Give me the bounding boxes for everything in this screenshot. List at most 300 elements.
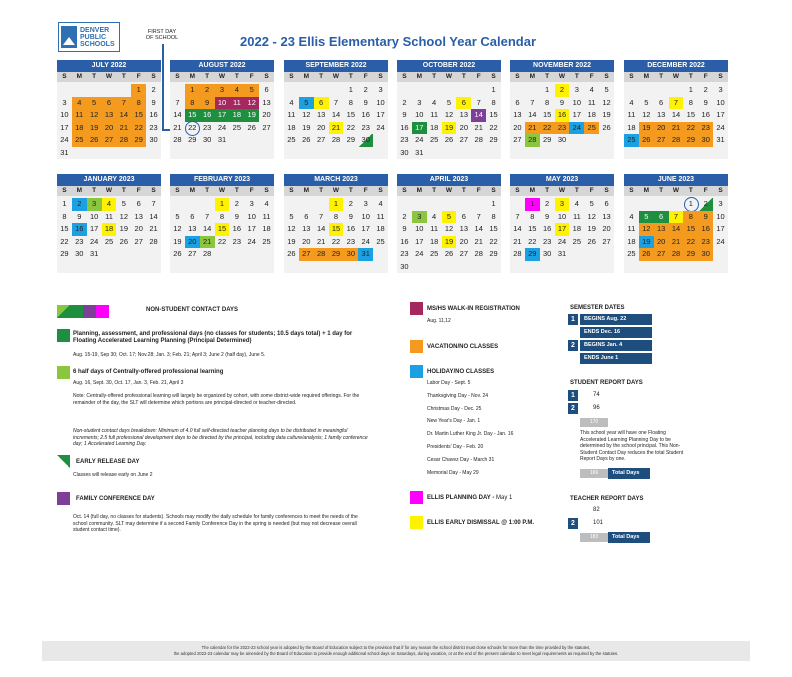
day-cell: 22 [131,122,146,135]
blank-day [215,248,230,261]
weekday-label: T [319,73,324,80]
blank-day [284,198,299,211]
day-cell: 11 [430,110,439,119]
day-cell: 23 [698,122,713,135]
day-cell: 4 [264,199,269,208]
day-cell: 1 [525,198,540,211]
weekday-label: T [574,73,579,80]
weekday-label: T [234,73,239,80]
logo-text [80,27,115,48]
blank-day [284,84,299,97]
day-cell: 28 [669,248,684,261]
blank-day [200,147,215,160]
day-cell: 25 [572,236,582,246]
day-cell: 5 [87,97,102,110]
weekday-label: M [529,73,535,80]
day-cell: 17 [572,110,582,119]
weekday-label: T [92,73,97,80]
day-cell: 30 [698,248,713,261]
logo-line-2: PUBLIC [80,33,107,41]
day-cell: 20 [302,236,311,246]
day-cell: 14 [316,224,326,233]
blank-day [397,198,412,211]
blank-day [698,147,713,160]
holiday-item: New Year's Day - Jan. 1 [427,418,481,425]
blank-day [471,147,486,160]
day-cell: 6 [264,85,269,94]
day-cell: 8 [219,211,225,221]
day-cell: 28 [149,236,158,246]
day-cell: 17 [412,122,427,135]
blank-day [299,261,314,274]
day-cell: 25 [104,236,114,246]
blank-day [624,198,639,211]
day-cell: 17 [361,224,370,233]
weekday-header [397,72,501,82]
blank-day [343,147,358,160]
day-cell: 5 [644,97,649,107]
blank-day [131,147,146,160]
weekday-header [284,72,388,82]
day-cell: 13 [459,224,469,233]
blank-day [284,261,299,274]
day-cell: 1 [491,85,496,94]
day-cell: 12 [639,223,654,236]
blank-day [170,198,185,211]
blank-day [314,198,329,211]
blank-day [555,261,570,274]
day-cell: 6 [304,211,309,221]
blank-day [215,147,230,160]
day-cell: 17 [555,223,570,236]
day-cell: 7 [476,211,481,221]
blank-day [373,147,388,160]
weekday-label: S [264,73,269,80]
day-cell: 20 [602,224,611,233]
day-cell: 13 [602,211,611,221]
day-cell: 16 [346,224,356,233]
day-cell: 7 [116,97,131,110]
day-cell: 22 [331,236,341,246]
day-cell: 27 [602,236,611,246]
blank-day [639,198,654,211]
semester-title: SEMESTER DATES [570,305,625,311]
blank-day [343,261,358,274]
student-s1-num: 1 [568,390,578,401]
day-cell: 24 [376,122,385,132]
weekday-label: T [234,187,239,194]
day-cell: 22 [217,236,227,246]
day-cell: 19 [442,122,457,135]
weekday-label: F [249,73,254,80]
blank-day [102,84,117,97]
student-s2-num: 2 [568,403,578,414]
blank-day [654,198,669,211]
month-5 [624,60,728,159]
blank-day [146,147,161,160]
weekday-label: S [151,73,156,80]
weekday-label: S [604,187,609,194]
pl-note: Note: Centrally-offered professional learning will largely be organized by cohort, with some district-wide required offerings. For the remainder of the day, the SLT will determine which portions are principal-directed or teacher-directed. [73,393,360,406]
weekday-header [170,186,274,196]
day-cell: 15 [542,110,552,119]
day-cell: 31 [89,249,99,258]
day-cell: 14 [202,224,212,233]
day-grid [57,196,161,273]
blank-day [244,248,259,261]
teacher-s2-days: 101 [593,520,604,526]
day-cell: 26 [173,249,182,258]
blank-day [102,147,117,160]
blank-day [185,261,200,274]
weekday-label: S [289,187,294,194]
blank-day [170,261,185,274]
day-cell: 8 [545,97,550,107]
weekday-label: F [703,73,708,80]
holiday-item: Presidents' Day - Feb. 20 [427,443,484,450]
day-cell: 20 [459,122,469,132]
day-cell: 25 [627,249,636,258]
student-note: This school year will have one Floating Accelerated Learning Planning Day to be determined by the school principal. This Non-Student Contact Day reduces the total Student Report Days by one. [580,430,684,462]
day-cell: 30 [149,135,158,144]
day-cell: 10 [716,97,725,107]
day-cell: 26 [444,135,454,144]
day-cell: 1 [185,84,200,97]
day-cell: 10 [415,224,424,233]
day-cell: 21 [525,122,540,135]
day-cell: 11 [627,224,636,233]
day-cell: 9 [559,97,565,107]
day-cell: 23 [346,236,356,246]
day-cell: 19 [442,236,457,249]
month-3 [397,60,501,159]
day-cell: 30 [400,261,409,271]
first-day-pointer [162,44,164,130]
day-cell: 15 [131,109,146,122]
day-cell: 11 [587,97,596,107]
weekday-label: W [332,73,340,80]
day-cell: 3 [718,85,723,94]
day-cell: 24 [716,236,725,246]
day-cell: 26 [444,249,454,258]
blank-day [510,198,525,211]
day-cell: 25 [376,236,385,246]
day-cell: 21 [474,122,483,132]
day-cell: 31 [358,248,373,261]
blank-day [713,147,728,160]
blank-day [259,248,274,261]
day-cell: 7 [333,97,339,107]
blank-day [510,261,525,274]
day-cell: 20 [459,236,469,246]
day-cell: 15 [329,223,344,236]
day-cell: 27 [654,248,669,261]
day-cell: 6 [659,97,664,107]
day-cell: 16 [361,110,370,119]
planning-day-date: May 1 [496,495,513,501]
day-cell: 25 [232,122,242,132]
day-cell: 25 [624,134,639,147]
blank-day [540,261,555,274]
weekday-header [57,72,161,82]
day-cell: 27 [262,122,271,132]
blank-day [427,261,442,274]
weekday-label: F [136,187,141,194]
day-cell: 17 [247,224,256,233]
day-cell: 11 [572,211,581,221]
weekday-label: T [574,187,579,194]
blank-day [442,84,457,97]
day-cell: 13 [188,224,197,233]
day-cell: 11 [376,211,385,221]
day-cell: 12 [642,110,651,119]
blank-day [102,248,117,261]
day-cell: 1 [491,199,496,208]
day-cell: 7 [319,211,324,221]
day-grid [57,82,161,159]
blank-day [584,261,599,274]
day-cell: 10 [60,110,69,119]
day-cell: 26 [302,135,311,144]
day-cell: 30 [343,248,358,261]
day-cell: 20 [513,122,522,132]
day-grid [397,196,501,273]
day-cell: 4 [629,211,634,221]
blank-day [654,147,669,160]
weekday-label: T [659,187,664,194]
blank-day [229,147,244,160]
swatch-mixed [57,305,70,318]
day-cell: 21 [316,236,326,246]
day-cell: 4 [629,97,634,107]
blank-day [427,198,442,211]
blank-day [200,261,215,274]
day-cell: 19 [87,122,102,135]
day-cell: 8 [683,211,698,224]
day-cell: 25 [72,134,87,147]
day-cell: 19 [173,236,182,246]
walkin-dates: Aug. 11,12 [427,318,451,324]
day-cell: 16 [400,122,409,132]
weekday-label: W [672,73,680,80]
day-cell: 9 [151,97,156,107]
day-cell: 9 [698,211,713,224]
day-cell: 3 [718,199,723,208]
blank-day [57,84,72,97]
early-title: EARLY RELEASE DAY [76,459,140,465]
blank-day [525,261,540,274]
weekday-label: S [718,187,723,194]
day-cell: 2 [363,85,368,94]
day-cell: 24 [247,236,256,246]
day-cell: 2 [402,211,407,221]
nonstudent-title: NON-STUDENT CONTACT DAYS [146,307,239,313]
blank-day [683,261,698,274]
day-cell: 9 [402,110,407,119]
weekday-label: S [718,73,723,80]
weekday-label: T [348,73,353,80]
weekday-label: S [378,73,383,80]
day-cell: 20 [654,236,669,249]
day-cell: 3 [574,85,579,94]
holiday-item: Thanksgiving Day - Nov. 24 [427,392,489,399]
day-cell: 5 [289,211,294,221]
weekday-label: S [402,187,407,194]
planning-dates: Aug. 15-19, Sep 30; Oct. 17; Nov.28; Jan. 3; Feb. 21; April 3; June 2 (half day), June 5. [73,352,266,358]
day-cell: 7 [175,97,180,107]
day-cell: 21 [149,224,158,233]
blank-day [569,147,584,160]
day-cell: 14 [474,224,483,233]
blank-day [200,198,215,211]
teacher-s1-days: 82 [593,507,600,513]
blank-day [442,261,457,274]
day-cell: 28 [173,135,182,144]
weekday-label: S [491,187,496,194]
blank-day [72,147,87,160]
day-cell: 27 [316,135,326,144]
blank-day [669,84,684,97]
day-cell: 6 [102,97,117,110]
day-cell: 18 [627,236,636,246]
day-cell: 16 [698,223,713,236]
weekday-label: T [348,187,353,194]
day-cell: 24 [716,122,725,132]
day-cell: 19 [244,109,259,122]
day-cell: 22 [683,236,698,249]
day-cell: 15 [528,224,537,233]
day-cell: 23 [149,122,158,132]
weekday-label: T [461,187,466,194]
day-grid [624,82,728,159]
day-cell: 26 [602,122,611,132]
day-cell: 10 [415,110,424,119]
day-cell: 13 [513,110,522,119]
day-cell: 22 [528,236,537,246]
day-cell: 3 [378,85,383,94]
blank-day [456,147,471,160]
day-cell: 4 [229,84,244,97]
day-cell: 3 [215,84,230,97]
planning-day-swatch [410,491,423,504]
day-cell: 27 [134,236,143,246]
logo-line-1: DENVER [80,26,110,34]
weekday-label: M [76,187,82,194]
day-cell: 10 [247,211,256,221]
day-cell: 12 [287,224,296,233]
weekday-label: S [264,187,269,194]
halfday-title: 6 half days of Centrally-offered professional learning [73,369,224,375]
planning-swatch [57,329,70,342]
day-cell: 21 [200,236,215,249]
blank-day [244,261,259,274]
blank-day [412,84,427,97]
day-cell: 3 [412,211,427,224]
day-cell: 6 [654,211,669,224]
day-cell: 23 [75,236,84,246]
holiday-item: Cesar Chavez Day - March 31 [427,456,495,463]
day-cell: 28 [474,135,483,144]
semester-2-num: 2 [568,340,578,351]
day-cell: 2 [698,198,713,211]
weekday-label: S [62,73,67,80]
weekday-label: T [659,73,664,80]
family-swatch [57,492,70,505]
day-cell: 19 [302,122,311,132]
day-cell: 25 [287,135,296,144]
semester-1-begins: BEGINS Aug. 22 [580,314,652,325]
blank-day [654,261,669,274]
teacher-total-label: Total Days [608,532,650,543]
day-cell: 13 [654,223,669,236]
footer-note [42,641,750,661]
weekday-label: T [432,73,437,80]
day-cell: 1 [348,85,353,94]
day-cell: 20 [185,236,200,249]
weekday-label: T [205,73,210,80]
month-title: FEBRUARY 2023 [170,174,274,186]
month-title: SEPTEMBER 2022 [284,60,388,72]
blank-day [624,84,639,97]
day-cell: 27 [299,248,314,261]
day-cell: 4 [102,198,117,211]
month-6 [57,174,161,273]
day-cell: 2 [151,85,156,94]
day-cell: 5 [121,199,126,208]
day-cell: 7 [151,199,156,208]
day-cell: 18 [429,236,439,246]
weekday-label: F [249,187,254,194]
day-cell: 18 [572,224,582,233]
day-cell: 16 [72,223,87,236]
blank-day [569,261,584,274]
day-cell: 24 [569,122,584,135]
day-cell: 12 [302,110,311,119]
blank-day [314,261,329,274]
blank-day [471,261,486,274]
day-cell: 13 [302,224,311,233]
blank-day [116,261,131,274]
weekday-label: T [545,73,550,80]
day-cell: 8 [62,211,67,221]
day-grid [510,196,614,273]
day-cell: 29 [525,248,540,261]
day-cell: 3 [87,198,102,211]
student-s1-days: 74 [593,392,600,398]
holiday-item: Dr. Martin Luther King Jr. Day - Jan. 16 [427,431,514,438]
day-cell: 7 [515,211,520,221]
day-cell: 2 [545,199,550,208]
day-cell: 14 [528,110,537,119]
weekday-header [624,186,728,196]
weekday-label: S [378,187,383,194]
weekday-label: W [218,73,226,80]
swatch-purple [83,305,96,318]
blank-day [584,248,599,261]
blank-day [229,134,244,147]
day-cell: 26 [639,248,654,261]
day-cell: 14 [173,110,182,119]
day-cell: 24 [60,135,69,144]
day-cell: 24 [415,249,424,258]
blank-day [329,84,344,97]
day-cell: 29 [329,248,344,261]
day-cell: 29 [188,135,197,144]
day-cell: 24 [415,135,424,144]
blank-day [259,147,274,160]
day-cell: 19 [287,236,296,246]
day-cell: 12 [87,109,102,122]
